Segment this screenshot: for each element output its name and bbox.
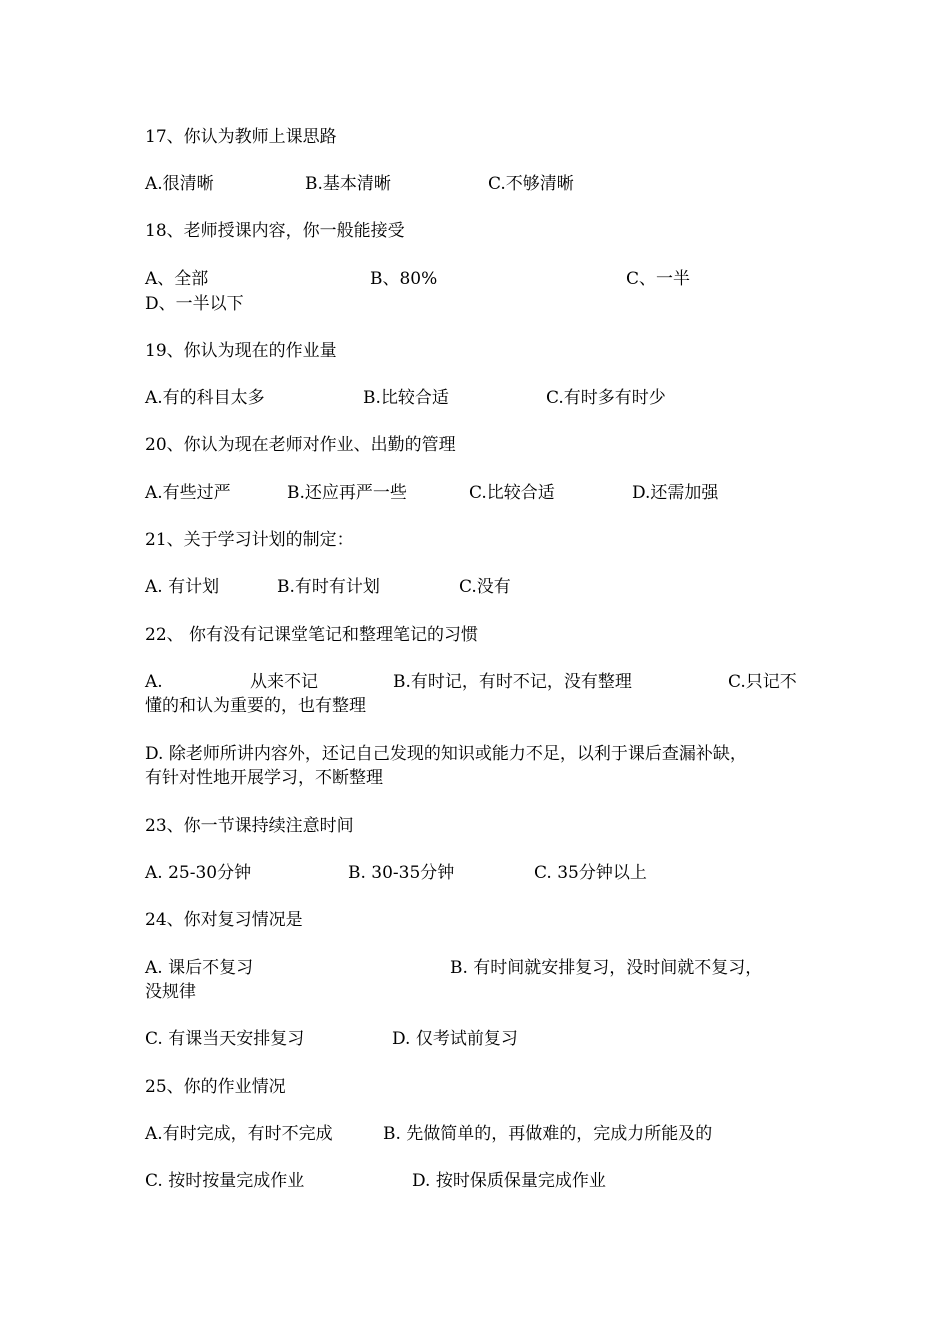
q22-option-b: B.有时记，有时不记，没有整理 (393, 672, 632, 692)
q24-option-b-line2: 没规律 (145, 982, 196, 1002)
q18-option-b: B、80% (370, 269, 438, 289)
q25-option-a: A.有时完成，有时不完成 (145, 1124, 333, 1144)
q23-option-a: A. 25-30分钟 (145, 863, 252, 883)
q22-option-d-line1: D. 除老师所讲内容外，还记自己发现的知识或能力不足，以利于课后查漏补缺， (145, 744, 747, 764)
question-20: 20、你认为现在老师对作业、出勤的管理 (145, 435, 456, 455)
q17-option-a: A.很清晰 (145, 174, 214, 194)
q25-option-d: D. 按时保质保量完成作业 (412, 1171, 606, 1191)
q17-option-c: C.不够清晰 (488, 174, 574, 194)
q24-option-c: C. 有课当天安排复习 (145, 1029, 305, 1049)
q22-option-c-line1: C.只记不 (728, 672, 797, 692)
q18-option-d: D、一半以下 (145, 294, 244, 314)
q19-option-a: A.有的科目太多 (145, 388, 265, 408)
q24-option-d: D. 仅考试前复习 (392, 1029, 518, 1049)
question-17: 17、你认为教师上课思路 (145, 127, 337, 147)
q18-option-a: A、全部 (145, 269, 209, 289)
q20-option-d: D.还需加强 (632, 483, 719, 503)
q24-option-b-line1: B. 有时间就安排复习，没时间就不复习， (450, 958, 763, 978)
question-18: 18、老师授课内容，你一般能接受 (145, 221, 405, 241)
question-25: 25、你的作业情况 (145, 1077, 286, 1097)
q21-option-b: B.有时有计划 (277, 577, 380, 597)
q19-option-b: B.比较合适 (363, 388, 449, 408)
q22-option-d-line2: 有针对性地开展学习，不断整理 (145, 768, 383, 788)
q17-option-b: B.基本清晰 (305, 174, 391, 194)
q25-option-b: B. 先做简单的，再做难的，完成力所能及的 (383, 1124, 713, 1144)
q19-option-c: C.有时多有时少 (546, 388, 666, 408)
q22-option-c-line2: 懂的和认为重要的，也有整理 (145, 696, 366, 716)
question-21: 21、关于学习计划的制定： (145, 530, 354, 550)
question-24: 24、你对复习情况是 (145, 910, 303, 930)
q23-option-b: B. 30-35分钟 (348, 863, 455, 883)
q22-option-a-text: 从来不记 (250, 672, 318, 692)
q21-option-c: C.没有 (459, 577, 511, 597)
q20-option-b: B.还应再严一些 (287, 483, 407, 503)
question-23: 23、你一节课持续注意时间 (145, 816, 354, 836)
q18-option-c: C、一半 (626, 269, 691, 289)
question-19: 19、你认为现在的作业量 (145, 341, 337, 361)
q21-option-a: A. 有计划 (145, 577, 220, 597)
question-22: 22、 你有没有记课堂笔记和整理笔记的习惯 (145, 625, 479, 645)
q23-option-c: C. 35分钟以上 (534, 863, 647, 883)
q20-option-a: A.有些过严 (145, 483, 231, 503)
q20-option-c: C.比较合适 (469, 483, 555, 503)
q25-option-c: C. 按时按量完成作业 (145, 1171, 305, 1191)
q22-option-a-letter: A. (145, 672, 163, 692)
q24-option-a: A. 课后不复习 (145, 958, 254, 978)
